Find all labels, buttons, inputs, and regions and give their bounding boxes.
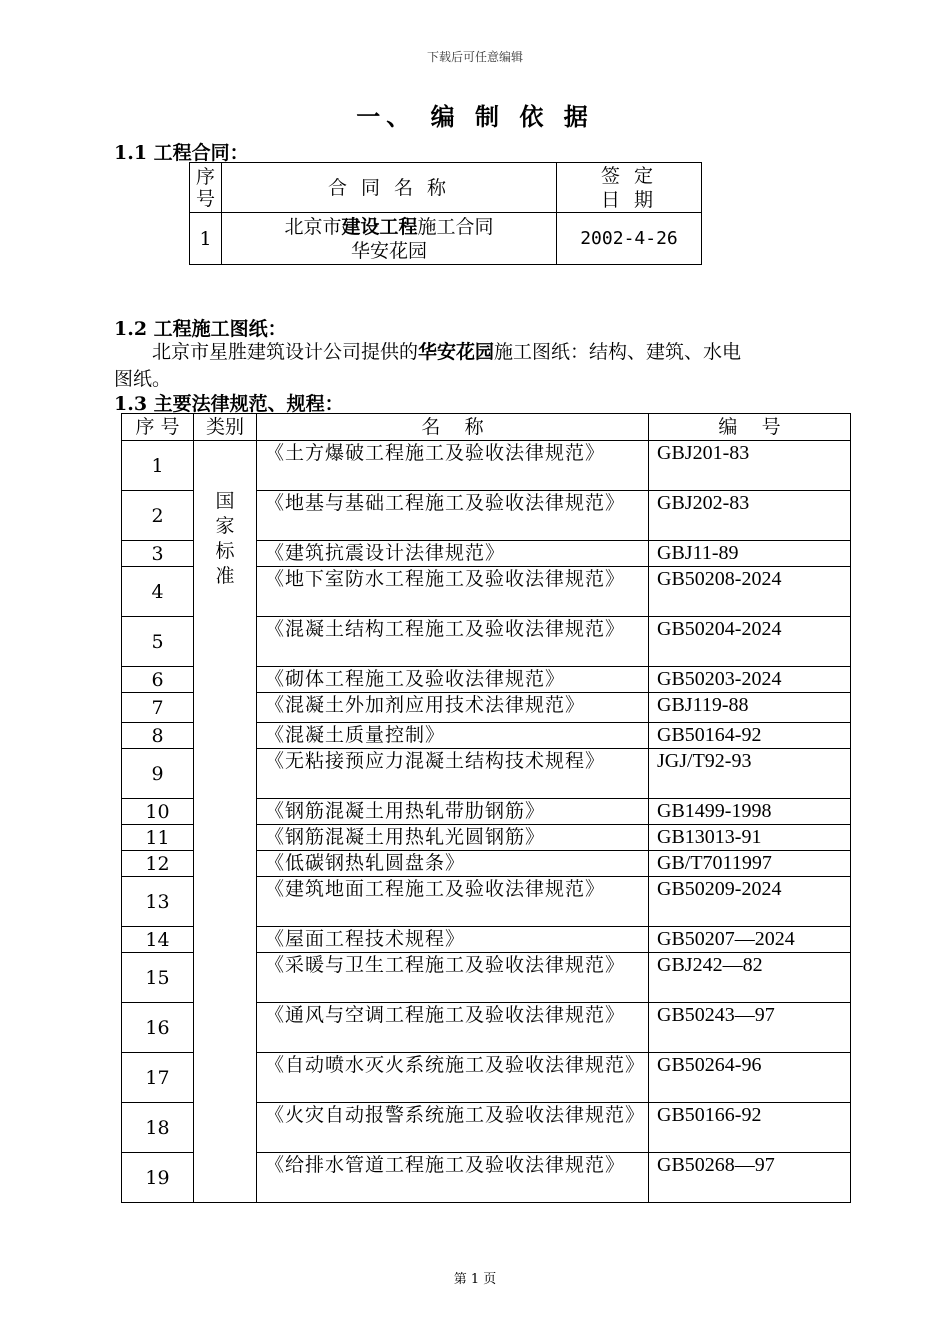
standard-code: GB50166-92	[649, 1103, 851, 1153]
table-row	[122, 441, 851, 491]
standards-header-category: 类别	[194, 414, 257, 441]
standard-name: 《无粘接预应力混凝土结构技术规程》	[257, 749, 649, 799]
standard-code: GB/T7011997	[649, 851, 851, 877]
row-number: 10	[122, 799, 194, 825]
standard-name: 《低碳钢热轧圆盘条》	[257, 851, 649, 877]
contract-header-name: 合 同 名 称	[222, 163, 557, 213]
standard-name: 《混凝土质量控制》	[257, 723, 649, 749]
standards-header-code: 编 号	[649, 414, 851, 441]
standard-code: GB50164-92	[649, 723, 851, 749]
standard-code: GBJ119-88	[649, 693, 851, 723]
header-note: 下载后可任意编辑	[426, 50, 523, 64]
standard-code: GB50264-96	[649, 1053, 851, 1103]
row-number: 13	[122, 877, 194, 927]
standard-code: GB50209-2024	[649, 877, 851, 927]
row-number: 4	[122, 567, 194, 617]
standard-code: JGJ/T92-93	[649, 749, 851, 799]
standard-code: GBJ202-83	[649, 491, 851, 541]
row-number: 8	[122, 723, 194, 749]
row-number: 17	[122, 1053, 194, 1103]
standard-name: 《火灾自动报警系统施工及验收法律规范》	[257, 1103, 649, 1153]
section-heading-drawings: 1.2 工程施工图纸：	[114, 318, 287, 340]
standard-code: GB1499-1998	[649, 799, 851, 825]
standard-name: 《钢筋混凝土用热轧光圆钢筋》	[257, 825, 649, 851]
standard-name: 《通风与空调工程施工及验收法律规范》	[257, 1003, 649, 1053]
contract-header-date: 签 定 日 期	[557, 163, 702, 213]
row-number: 5	[122, 617, 194, 667]
contract-header-no: 序 号	[190, 163, 222, 213]
row-number: 12	[122, 851, 194, 877]
standard-name: 《钢筋混凝土用热轧带肋钢筋》	[257, 799, 649, 825]
row-number: 7	[122, 693, 194, 723]
standard-code: GBJ242—82	[649, 953, 851, 1003]
standard-code: GB50204-2024	[649, 617, 851, 667]
standard-name: 《建筑地面工程施工及验收法律规范》	[257, 877, 649, 927]
standard-name: 《建筑抗震设计法律规范》	[257, 541, 649, 567]
standard-code: GB13013-91	[649, 825, 851, 851]
contract-row-no: 1	[190, 213, 222, 265]
contract-row-name: 北京市建设工程施工合同 华安花园	[222, 213, 557, 265]
standard-name: 《地基与基础工程施工及验收法律规范》	[257, 491, 649, 541]
standard-name: 《混凝土结构工程施工及验收法律规范》	[257, 617, 649, 667]
standard-code: GBJ201-83	[649, 441, 851, 491]
standard-name: 《土方爆破工程施工及验收法律规范》	[257, 441, 649, 491]
contract-row-date: 2002-4-26	[557, 213, 702, 265]
row-number: 1	[122, 441, 194, 491]
standards-table	[121, 413, 851, 1203]
standard-code: GB50243—97	[649, 1003, 851, 1053]
standard-code: GB50268—97	[649, 1153, 851, 1203]
standard-code: GB50203-2024	[649, 667, 851, 693]
row-number: 15	[122, 953, 194, 1003]
row-number: 3	[122, 541, 194, 567]
standard-name: 《屋面工程技术规程》	[257, 927, 649, 953]
standard-name: 《给排水管道工程施工及验收法律规范》	[257, 1153, 649, 1203]
standards-header-name: 名 称	[257, 414, 649, 441]
section-heading-contract: 1.1 工程合同：	[114, 142, 249, 164]
standard-name: 《混凝土外加剂应用技术法律规范》	[257, 693, 649, 723]
row-number: 6	[122, 667, 194, 693]
section-heading-standards: 1.3 主要法律规范、规程：	[114, 393, 344, 415]
row-number: 18	[122, 1103, 194, 1153]
row-number: 19	[122, 1153, 194, 1203]
row-number: 14	[122, 927, 194, 953]
standard-name: 《自动喷水灭火系统施工及验收法律规范》	[257, 1053, 649, 1103]
row-number: 2	[122, 491, 194, 541]
contract-table	[189, 162, 702, 265]
standard-name: 《地下室防水工程施工及验收法律规范》	[257, 567, 649, 617]
page-title: 一、 编 制 依 据	[356, 102, 594, 131]
standard-code: GB50207—2024	[649, 927, 851, 953]
standard-code: GB50208-2024	[649, 567, 851, 617]
category-cell: 国 家 标 准	[194, 441, 257, 1203]
row-number: 9	[122, 749, 194, 799]
standard-name: 《采暖与卫生工程施工及验收法律规范》	[257, 953, 649, 1003]
standards-header-no: 序 号	[122, 414, 194, 441]
row-number: 11	[122, 825, 194, 851]
standard-code: GBJ11-89	[649, 541, 851, 567]
page-footer: 第 1 页	[453, 1272, 497, 1287]
row-number: 16	[122, 1003, 194, 1053]
drawings-paragraph: 北京市星胜建筑设计公司提供的华安花园施工图纸：结构、建筑、水电 图纸。	[114, 341, 742, 390]
standard-name: 《砌体工程施工及验收法律规范》	[257, 667, 649, 693]
